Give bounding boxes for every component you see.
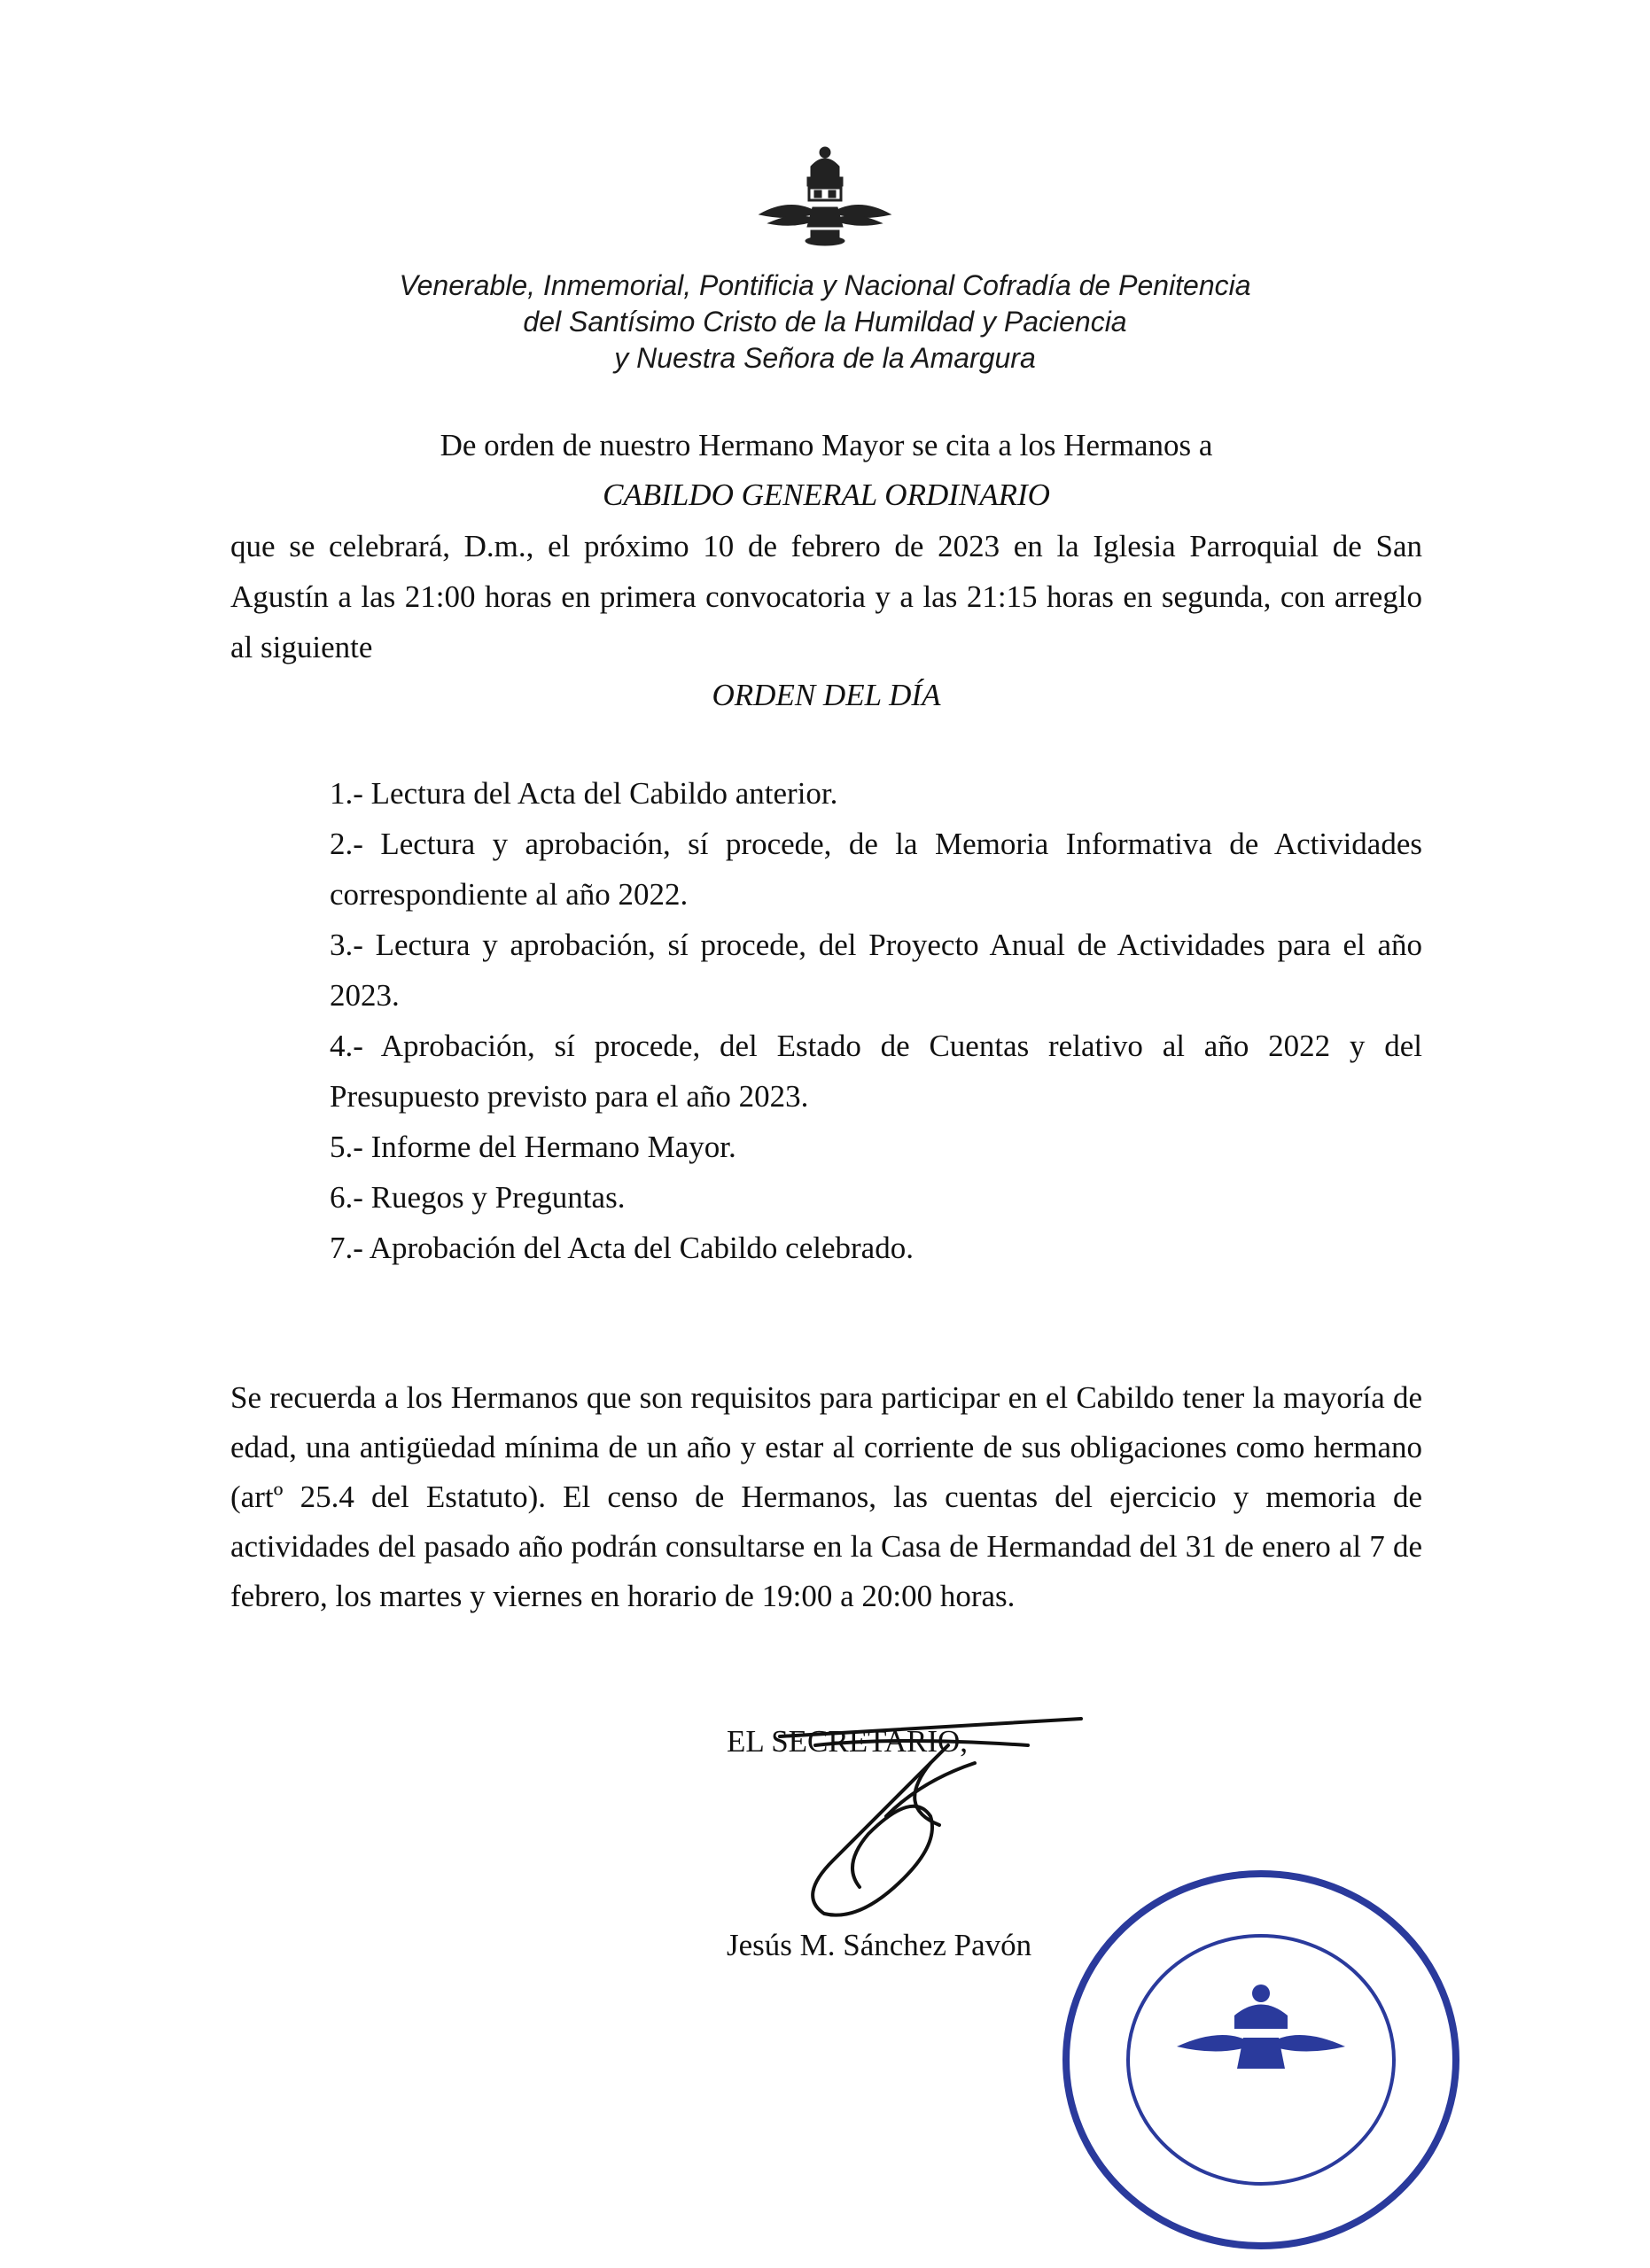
meeting-details-paragraph: que se celebrará, D.m., el próximo 10 de febrero de 2023 en la Iglesia Parroquial de San Agustín a las 21:00 horas en primera convocatoria y a las 21:15 horas en segunda, con arreglo al siguiente: [230, 529, 1422, 664]
requirements-paragraph: Se recuerda a los Hermanos que son requisitos para participar en el Cabildo tener la mayoría de edad, una antigüedad mínima de un año y estar al corriente de sus obligaciones como hermano (artº 25.4 del Estatuto). El censo de Hermanos, las cuentas del ejercicio y memoria de actividades del pasado año podrán consultarse en la Casa de Hermandad del 31 de enero al 7 de febrero, los martes y viernes en horario de 19:00 a 20:00 horas.: [230, 1380, 1422, 1613]
header-line-2: del Santísimo Cristo de la Humildad y Paciencia: [523, 306, 1127, 338]
header-line-1: Venerable, Inmemorial, Pontificia y Nacional Cofradía de Penitencia: [399, 269, 1251, 301]
agenda-item: 3.- Lectura y aprobación, sí procede, del Proyecto Anual de Actividades para el año 2023.: [330, 928, 1422, 1013]
signer-name: Jesús M. Sánchez Pavón: [727, 1928, 1032, 1962]
handwritten-signature: [762, 1710, 1099, 1922]
meeting-title: CABILDO GENERAL ORDINARIO: [603, 478, 1050, 512]
agenda-item: 5.- Informe del Hermano Mayor.: [330, 1130, 736, 1164]
secretary-label: EL SECRETARIO,: [727, 1724, 969, 1759]
agenda-title: ORDEN DEL DÍA: [712, 678, 941, 712]
intro-text: De orden de nuestro Hermano Mayor se cita a los Hermanos a: [440, 428, 1213, 462]
brotherhood-header: [0, 268, 1650, 377]
agenda-item: 1.- Lectura del Acta del Cabildo anterior.: [330, 776, 838, 811]
header-line-3: y Nuestra Señora de la Amargura: [614, 342, 1036, 374]
agenda-item: 7.- Aprobación del Acta del Cabildo celebrado.: [330, 1231, 914, 1265]
agenda-item: 6.- Ruegos y Preguntas.: [330, 1180, 626, 1215]
crown-emblem-icon: [756, 142, 894, 248]
agenda-item: 2.- Lectura y aprobación, sí procede, de la Memoria Informativa de Actividades correspondiente al año 2022.: [330, 827, 1422, 912]
secretary-stamp: [1053, 1860, 1469, 2259]
agenda-list: [330, 768, 1422, 1273]
agenda-item: 4.- Aprobación, sí procede, del Estado de Cuentas relativo al año 2022 y del Presupuesto previsto para el año 2023.: [330, 1029, 1422, 1114]
